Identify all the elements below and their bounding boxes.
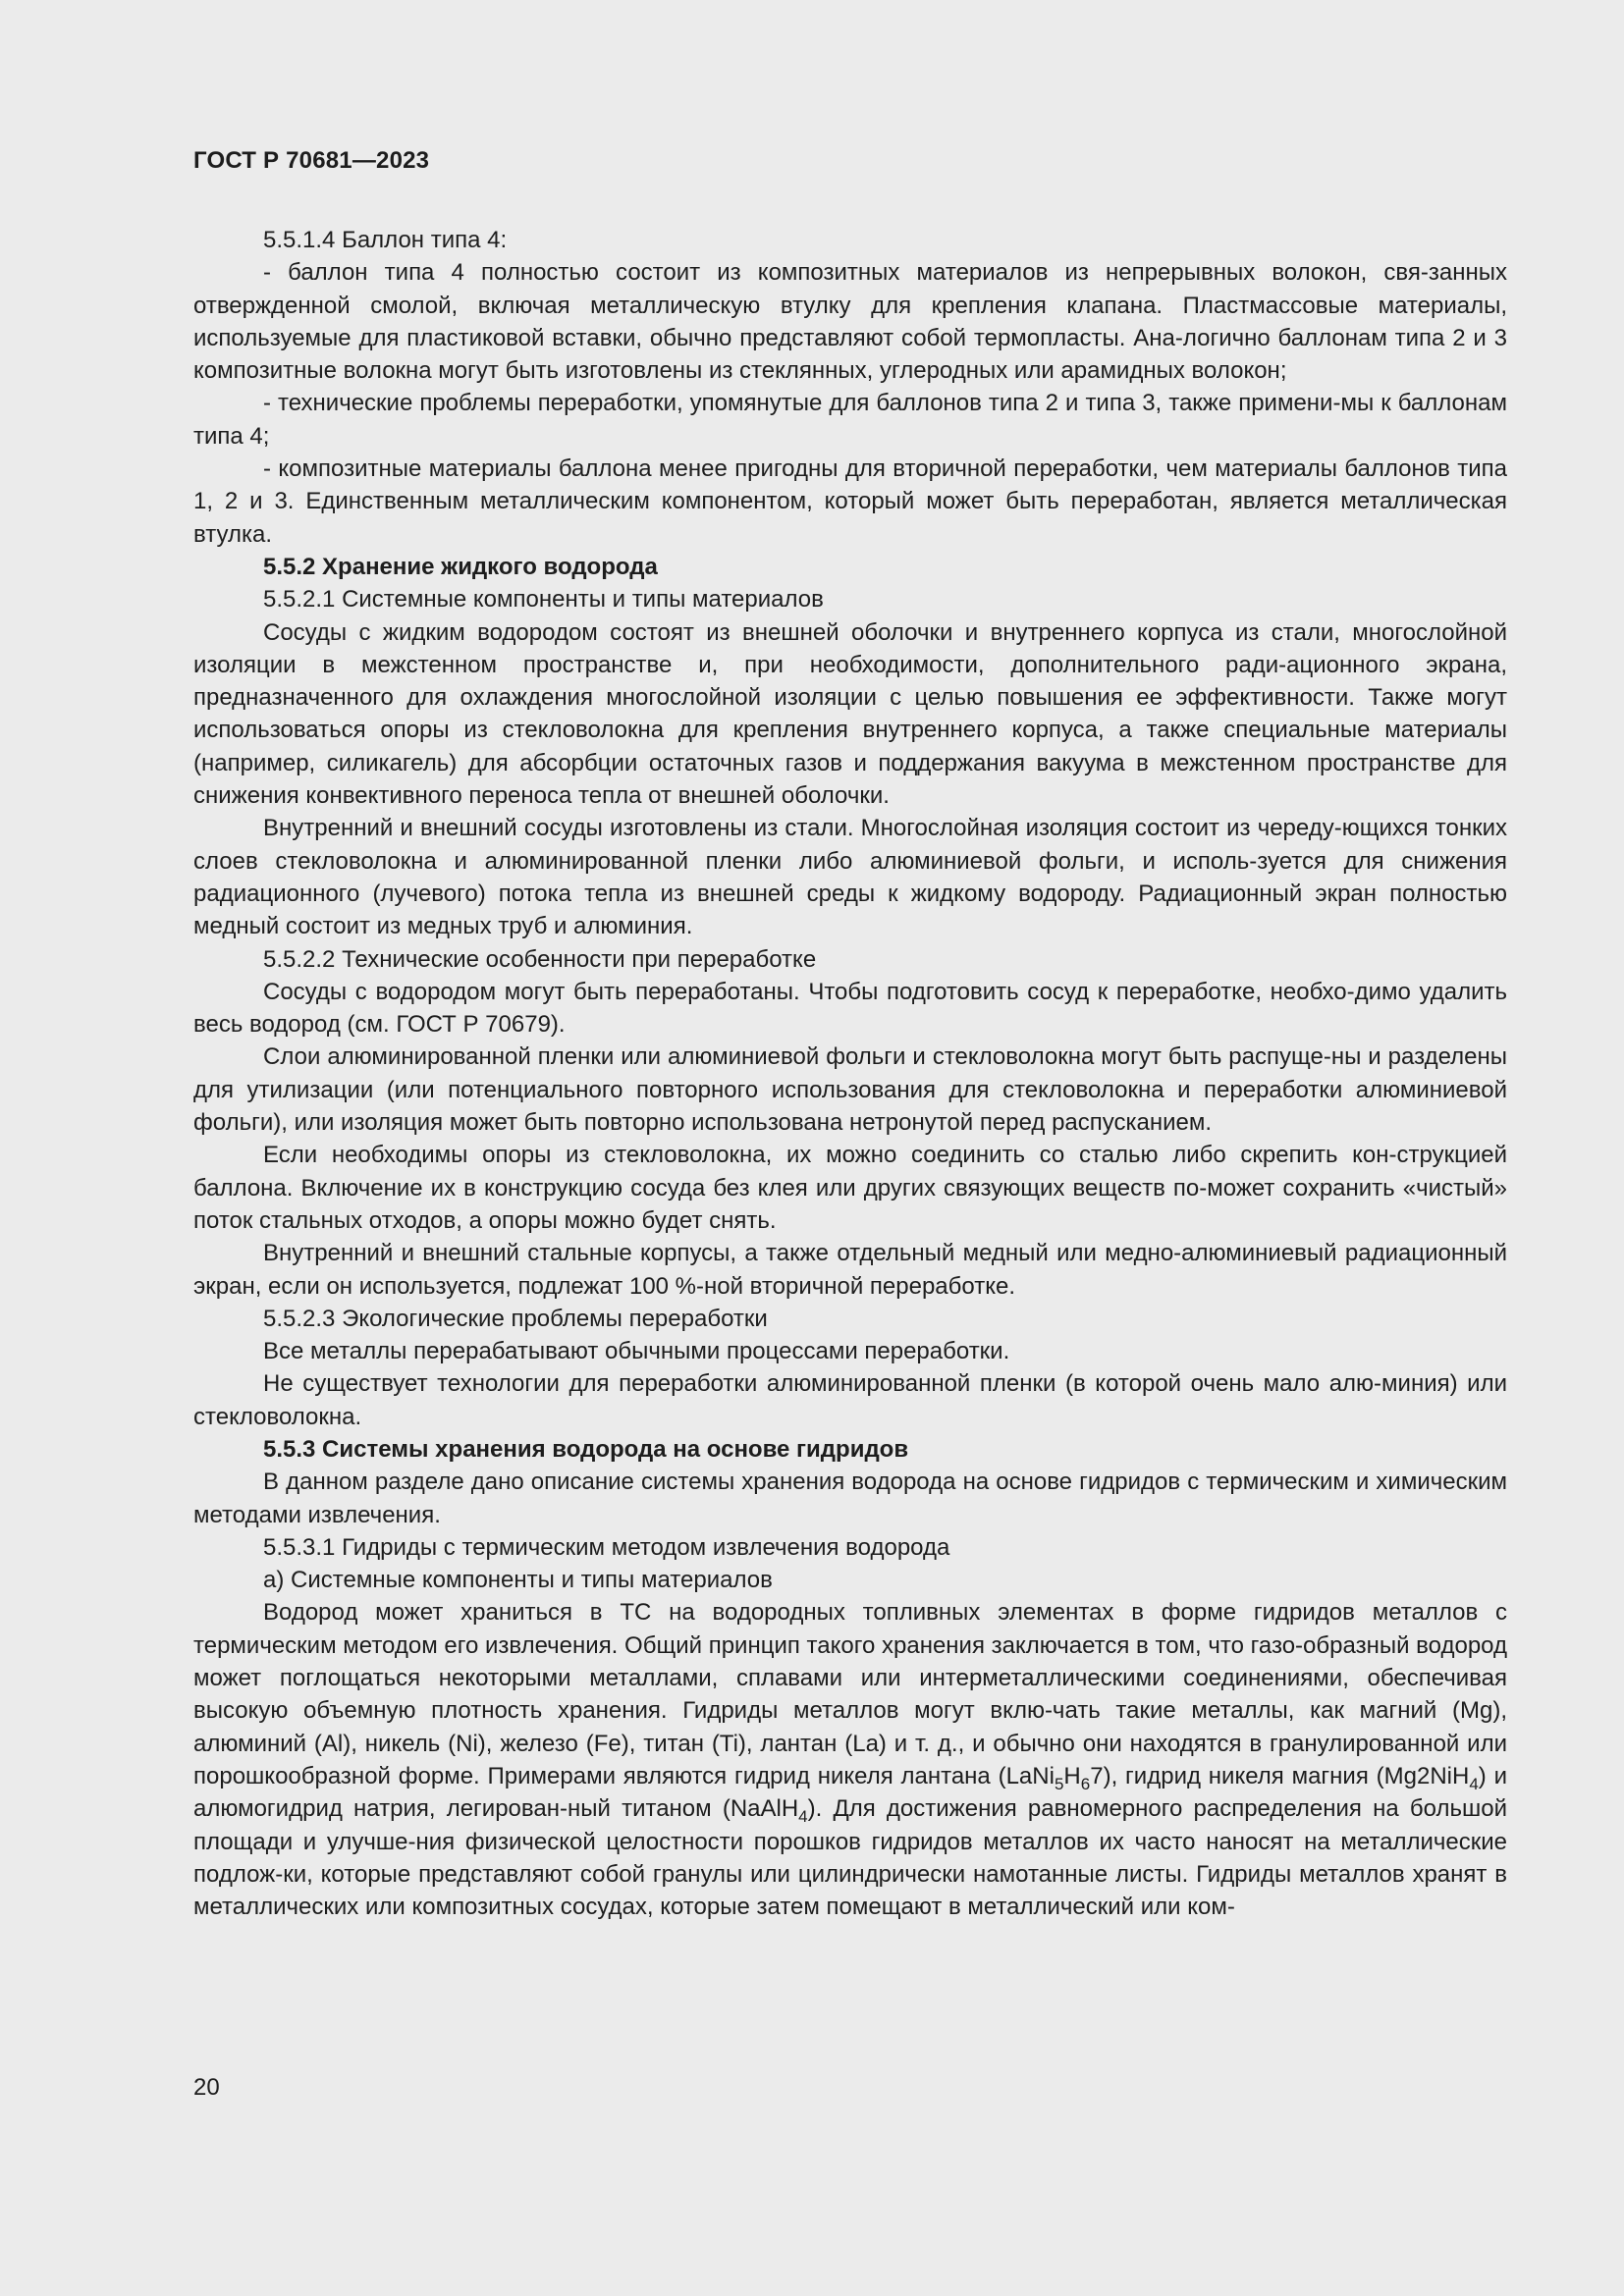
body-paragraph: 5.5.2.3 Экологические проблемы переработки — [263, 1305, 768, 1332]
body-paragraph: Все металлы перерабатывают обычными процессами переработки. — [263, 1338, 1010, 1365]
page-number: 20 — [193, 2074, 220, 2101]
section-heading: 5.5.3 Системы хранения водорода на основе гидридов — [263, 1435, 909, 1463]
body-paragraph: - композитные материалы баллона менее пригодны для вторичной переработки, чем материалы баллонов типа 1, 2 и 3. Единственным металлическим компонентом, который может быть переработан, является металлическая втулка. — [193, 455, 1507, 548]
body-paragraph: Внутренний и внешний стальные корпусы, а также отдельный медный или медно-алюминиевый радиационный экран, если он используется, подлежат 100 %-ной вторичной переработке. — [193, 1240, 1507, 1300]
body-paragraph: 5.5.1.4 Баллон типа 4: — [263, 227, 508, 253]
body-paragraph: Слои алюминированной пленки или алюминиевой фольги и стекловолокна могут быть распуще-ны и разделены для утилизации (или потенциального повторного использования для стекловолокна и переработки алюминиевой фольги), или изоляция может быть повторно использована нетронутой перед распусканием. — [193, 1043, 1507, 1137]
body-paragraph: В данном разделе дано описание системы хранения водорода на основе гидридов с термическим и химическим методами извлечения. — [193, 1468, 1507, 1528]
document-body — [193, 224, 1507, 1923]
body-paragraph: Если необходимы опоры из стекловолокна, их можно соединить со сталью либо скрепить кон-струкцией баллона. Включение их в конструкцию сосуда без клея или других связующих веществ по-может сохранить «чистый» поток стальных отходов, а опоры можно будет снять. — [193, 1142, 1507, 1234]
document-header: ГОСТ Р 70681—2023 — [193, 147, 430, 174]
body-paragraph: Сосуды с жидким водородом состоят из внешней оболочки и внутреннего корпуса из стали, многослойной изоляции в межстенном пространстве и, при необходимости, дополнительного ради-ационного экрана, предназначенного для охлаждения многослойной изоляции с целью повышения ее эффективности. Также могут использоваться опоры из стекловолокна для крепления внутреннего корпуса, а также специальные материалы (например, силикагель) для абсорбции остаточных газов и поддержания вакуума в межстенном пространстве для снижения конвективного переноса тепла от внешней оболочки. — [193, 618, 1507, 810]
body-paragraph: - технические проблемы переработки, упомянутые для баллонов типа 2 и типа 3, также примени-мы к баллонам типа 4; — [193, 390, 1507, 450]
body-paragraph: Внутренний и внешний сосуды изготовлены из стали. Многослойная изоляция состоит из череду-ющихся тонких слоев стекловолокна и алюминированной пленки либо алюминиевой фольги, и исполь-зуется для снижения радиационного (лучевого) потока тепла из внешней среды к жидкому водороду. Радиационный экран полностью медный состоит из медных труб и алюминия. — [193, 815, 1507, 940]
body-paragraph: 5.5.2.1 Системные компоненты и типы материалов — [263, 586, 824, 614]
body-paragraph: а) Системные компоненты и типы материалов — [263, 1567, 773, 1594]
body-paragraph: Сосуды с водородом могут быть переработаны. Чтобы подготовить сосуд к переработке, необхо-димо удалить весь водород (см. ГОСТ Р 70679). — [193, 978, 1507, 1039]
section-heading: 5.5.2 Хранение жидкого водорода — [263, 553, 658, 580]
body-paragraph-hydrides: Водород может храниться в ТС на водородных топливных элементах в форме гидридов металлов с термическим методом его извлечения. Общий принцип такого хранения заключается в том, что газо-образный водород может поглощаться некоторыми металлами, сплавами или интерметаллическими соединениями, обеспечивая высокую объемную плотность хранения. Гидриды металлов могут вклю-чать такие металлы, как магний (Mg), алюминий (Al), никель (Ni), железо (Fe), титан (Ti), лантан (La) и т. д., и обычно они находятся в гранулированной или порошкообразной форме. Примерами являются гидрид никеля лантана $(LaNi_5H_67)$, гидрид никеля магния (Mg2NiH$_4$) и алюмогидрид натрия, легирован-ный титаном (NaAlH$_4$). Для достижения равномерного распределения на большой площади и улучше-ния физической целостности порошков гидридов металлов их часто наносят на металлические подлож-ки, которые представляют собой гранулы или цилиндрически намотанные листы. Гидриды металлов хранят в металлических или композитных сосудах, которые затем помещают в металлический или ком- — [193, 1599, 1508, 1921]
body-paragraph: 5.5.3.1 Гидриды с термическим методом извлечения водорода — [263, 1533, 950, 1561]
body-paragraph: 5.5.2.2 Технические особенности при переработке — [263, 945, 817, 973]
body-paragraph: Не существует технологии для переработки алюминированной пленки (в которой очень мало алю-миния) или стекловолокна. — [193, 1370, 1507, 1430]
body-paragraph: - баллон типа 4 полностью состоит из композитных материалов из непрерывных волокон, свя-занных отвержденной смолой, включая металлическую втулку для крепления клапана. Пластмассовые материалы, используемые для пластиковой вставки, обычно представляют собой термопласты. Ана-логично баллонам типа 2 и 3 композитные волокна могут быть изготовлены из стеклянных, углеродных или арамидных волокон; — [193, 259, 1507, 385]
paragraph-list — [193, 224, 1507, 1596]
